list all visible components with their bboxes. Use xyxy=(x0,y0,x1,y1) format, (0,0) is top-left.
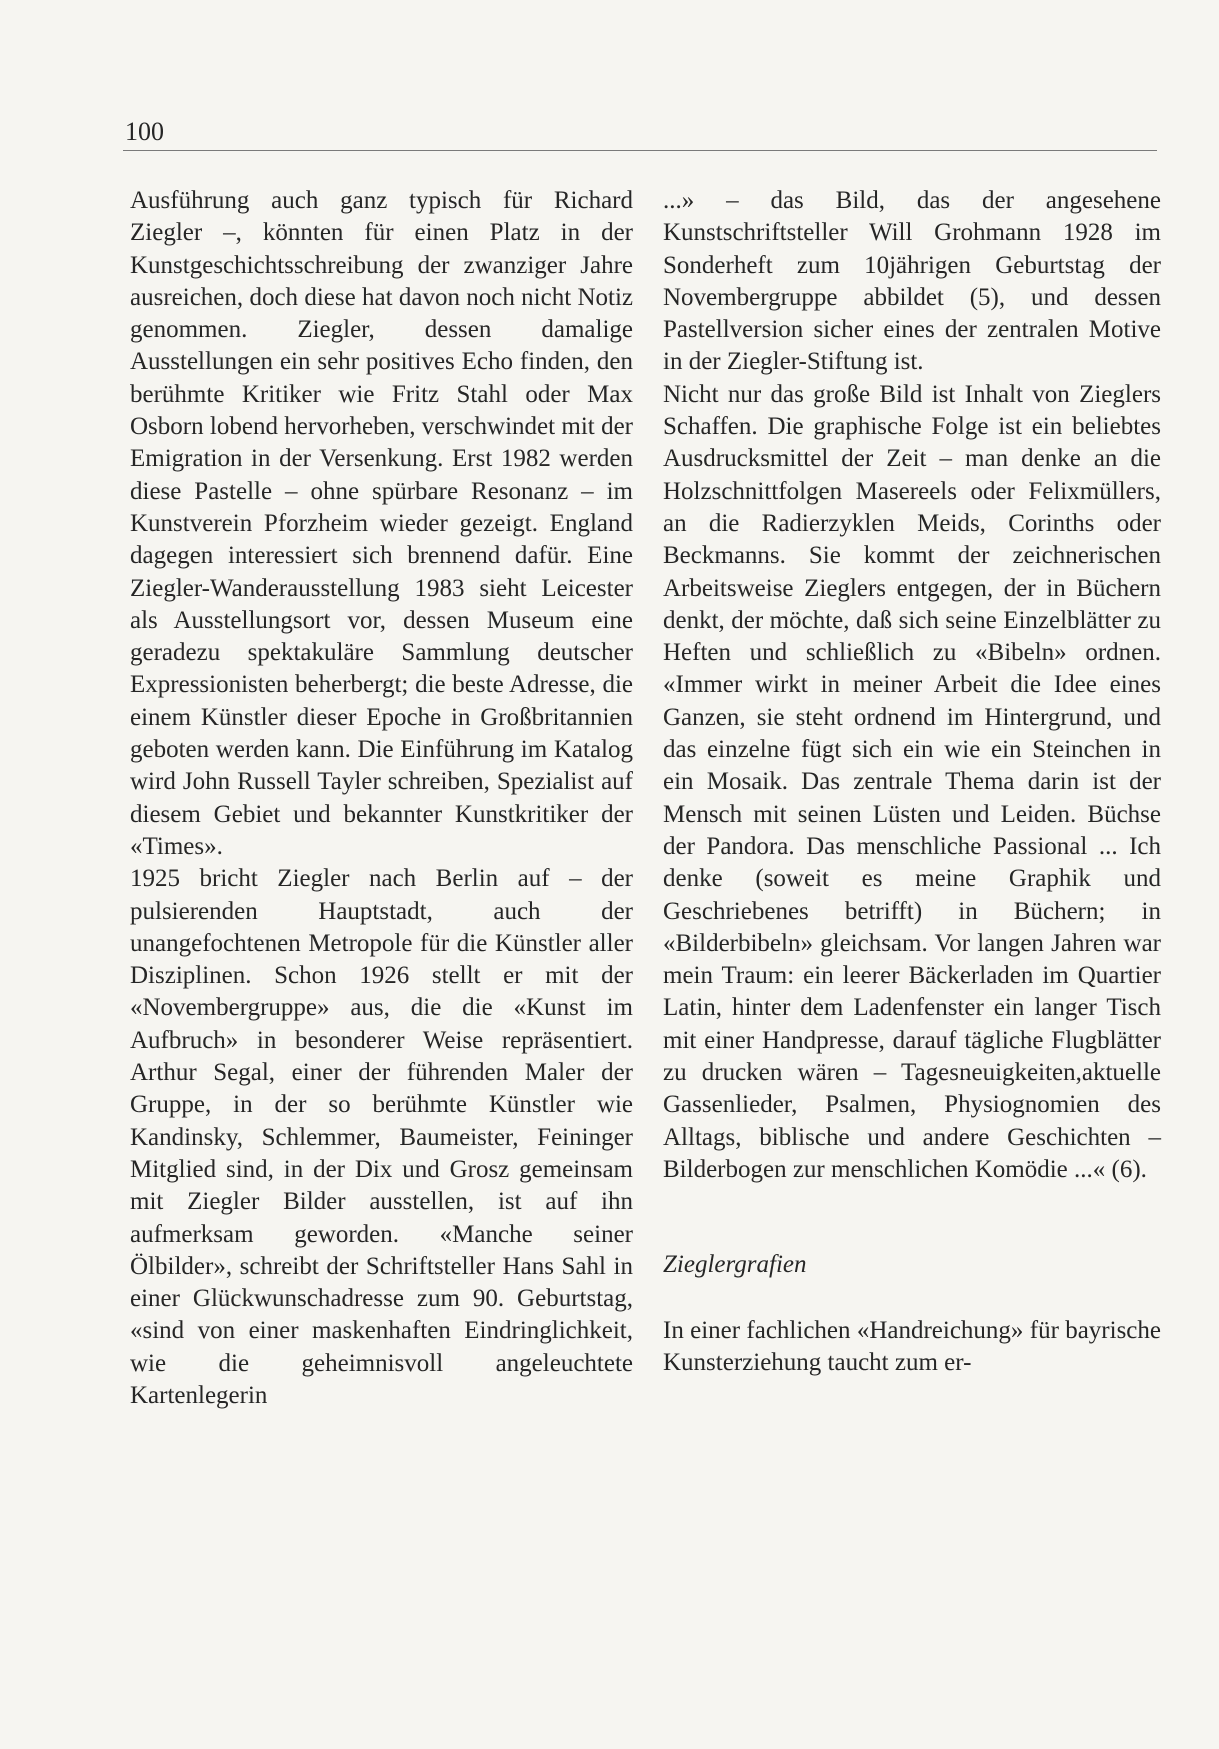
paragraph: In einer fachlichen «Handreichung» für bayrische Kunsterziehung taucht zum er- xyxy=(663,1316,1161,1376)
paragraph: ...» – das Bild, das der angesehene Kunstschriftsteller Will Grohmann 1928 im Sonderheft zum 10jährigen Geburtstag der Novembergruppe abbildet (5), und dessen Pastellversion sicher eines der zentralen Motive in der Ziegler-Stiftung ist. xyxy=(663,187,1161,376)
paragraph: Ausführung auch ganz typisch für Richard Ziegler –, könnten für einen Platz in der Kunstgeschichtsschreibung der zwanziger Jahre ausreichen, doch diese hat davon noch nicht Notiz genommen. Ziegler, dessen damalige Ausstellungen ein sehr positives Echo finden, den berühmte Kritiker wie Fritz Stahl oder Max Osborn lobend hervorheben, verschwindet mit der Emigration in der Versenkung. Erst 1982 werden diese Pastelle – ohne spürbare Resonanz – im Kunstverein Pforzheim wieder gezeigt. England dagegen interessiert sich brennend dafür. Eine Ziegler-Wanderausstellung 1983 sieht Leicester als Ausstellungsort vor, dessen Museum eine geradezu spektakuläre Sammlung deutscher Expressionisten beherbergt; die beste Adresse, die einem Künstler dieser Epoche in Großbritannien geboten werden kann. Die Einführung im Katalog wird John Russell Tayler schreiben, Spezialist auf diesem Gebiet und bekannter Kunstkritiker der «Times». xyxy=(130,187,633,860)
right-column xyxy=(663,185,1161,1379)
page-number: 100 xyxy=(125,117,164,146)
paragraph: Nicht nur das große Bild ist Inhalt von Zieglers Schaffen. Die graphische Folge ist ein beliebtes Ausdrucksmittel der Zeit – man denke an die Holzschnittfolgen Masereels oder Felixmüllers, an die Radierzyklen Meids, Corinths oder Beckmanns. Sie kommt der zeichnerischen Arbeitsweise Zieglers entgegen, der in Büchern denkt, der möchte, daß sich seine Einzelblätter zu Heften und schließlich zu «Bibeln» ordnen. «Immer wirkt in meiner Arbeit die Idee eines Ganzen, sie steht ordnend im Hintergrund, und das einzelne fügt sich ein wie ein Steinchen in ein Mosaik. Das zentrale Thema darin ist der Mensch mit seinen Lüsten und Leiden. Büchse der Pandora. Das menschliche Passional ... Ich denke (soweit es meine Graphik und Geschriebenes betrifft) in Büchern; in «Bilderbibeln» gleichsam. Vor langen Jahren war mein Traum: ein leerer Bäckerladen im Quartier Latin, hinter dem Ladenfenster ein langer Tisch mit einer Handpresse, darauf tägliche Flugblätter zu drucken wären – Tagesneuigkeiten,aktuelle Gassenlieder, Psalmen, Physiognomien des Alltags, biblische und andere Geschichten – Bilderbogen zur menschlichen Komödie ...« (6). xyxy=(663,380,1161,1183)
section-heading: Zieglergrafien xyxy=(663,1251,807,1279)
header-rule xyxy=(123,150,1157,151)
paragraph: 1925 bricht Ziegler nach Berlin auf – der pulsierenden Hauptstadt, auch der unangefochtenen Metropole für die Künstler aller Disziplinen. Schon 1926 stellt er mit der «Novembergruppe» aus, die die «Kunst im Aufbruch» in besonderer Weise repräsentiert. Arthur Segal, einer der führenden Maler der Gruppe, in der so berühmte Künstler wie Kandinsky, Schlemmer, Baumeister, Feininger Mitglied sind, in der Dix und Grosz gemeinsam mit Ziegler Bilder ausstellen, ist auf ihn aufmerksam geworden. «Manche seiner Ölbilder», schreibt der Schriftsteller Hans Sahl in einer Glückwunschadresse zum 90. Geburtstag, «sind von einer maskenhaften Eindringlichkeit, wie die geheimnisvoll angeleuchtete Kartenlegerin xyxy=(130,865,633,1409)
left-column xyxy=(130,185,633,1412)
